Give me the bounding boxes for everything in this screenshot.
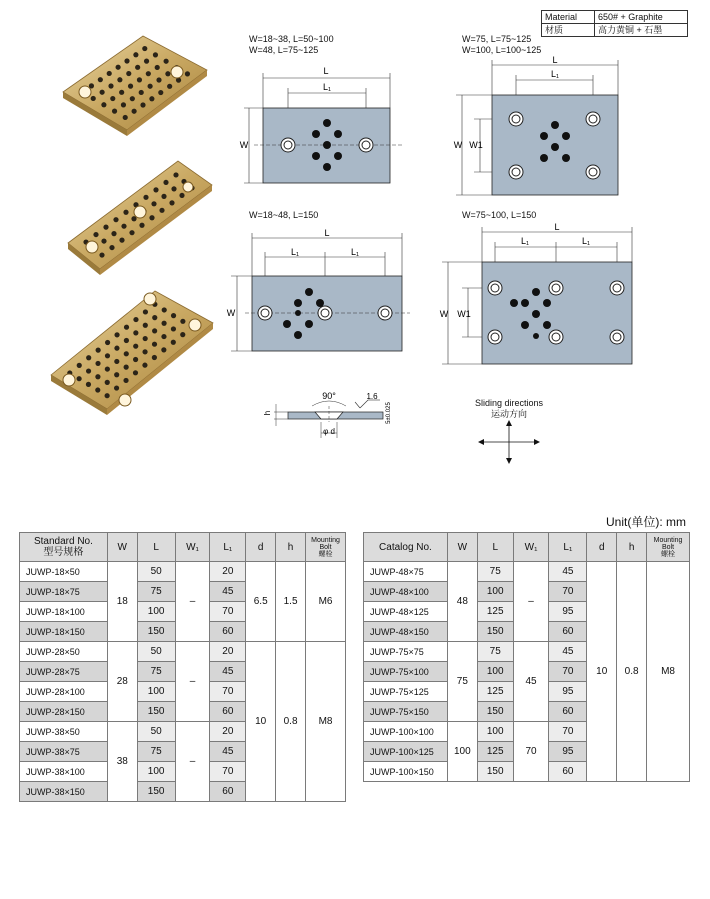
diagram4-label: W=75~100, L=150 (462, 210, 537, 220)
l-value: 75 (137, 582, 175, 602)
tolerance-label: 5±0.025 (386, 402, 392, 424)
d-value: 6.5 (246, 562, 276, 642)
l-value: 150 (477, 762, 513, 782)
sliding-zh: 运动方向 (490, 409, 527, 419)
w1-value: – (175, 562, 210, 642)
l1-value: 60 (210, 702, 246, 722)
standard-no: JUWP-38×100 (20, 762, 108, 782)
catalog-no: JUWP-100×150 (364, 762, 448, 782)
diagram3-label: W=18~48, L=150 (249, 210, 319, 220)
bolt-value: M8 (306, 642, 346, 802)
dim-w: W (239, 140, 249, 150)
standard-no: JUWP-18×75 (20, 582, 108, 602)
standard-no: JUWP-28×50 (20, 642, 108, 662)
l-value: 150 (477, 622, 513, 642)
th-w: W (107, 533, 137, 562)
l-value: 150 (137, 622, 175, 642)
th-l1: L₁ (210, 533, 246, 562)
standard-no: JUWP-18×150 (20, 622, 108, 642)
standard-no: JUWP-18×100 (20, 602, 108, 622)
material-value: 650# + Graphite (595, 11, 688, 24)
w-value: 75 (447, 642, 477, 722)
th-standard: Standard No. 型号规格 (20, 533, 108, 562)
w1-value: – (175, 722, 210, 802)
diagram1-label1: W=18~38, L=50~100 (249, 34, 334, 44)
diagram3-drawing (225, 228, 410, 358)
l1-value: 45 (210, 662, 246, 682)
h-value: 0.8 (276, 642, 306, 802)
l1-value: 70 (210, 762, 246, 782)
w-value: 18 (107, 562, 137, 642)
h-label: h (263, 410, 272, 416)
table-row (20, 562, 346, 582)
l1-value: 20 (210, 642, 246, 662)
l1-value: 60 (549, 762, 587, 782)
w1-value: – (513, 562, 549, 642)
th-w1: W₁ (175, 533, 210, 562)
d-value: 10 (246, 642, 276, 802)
material-box (541, 10, 688, 37)
product-photo-large (45, 285, 220, 420)
material-value-zh: 高力黄铜 + 石墨 (595, 24, 688, 37)
th-catalog: Catalog No. (364, 533, 448, 562)
w-value: 100 (447, 722, 477, 782)
catalog-no: JUWP-48×75 (364, 562, 448, 582)
dim3-l: L (324, 228, 330, 238)
l-value: 100 (137, 682, 175, 702)
catalog-no: JUWP-75×125 (364, 682, 448, 702)
catalog-no: JUWP-100×125 (364, 742, 448, 762)
l-value: 100 (477, 662, 513, 682)
diagram2-label2: W=100, L=100~125 (462, 45, 542, 55)
l1-value: 95 (549, 682, 587, 702)
w-value: 38 (107, 722, 137, 802)
l1-value: 70 (549, 722, 587, 742)
w-value: 48 (447, 562, 477, 642)
dim2-l1: L₁ (550, 69, 560, 79)
l-value: 150 (137, 782, 175, 802)
left-spec-table (19, 532, 346, 802)
right-spec-table (363, 532, 690, 782)
d-label: φ d (323, 427, 335, 436)
th-l: L (137, 533, 175, 562)
l1-value: 60 (549, 702, 587, 722)
l1-value: 70 (549, 662, 587, 682)
th-l1: L₁ (549, 533, 587, 562)
l-value: 100 (477, 722, 513, 742)
dim3-l1b: L₁ (350, 247, 360, 257)
dim2-w1: W1 (469, 140, 483, 150)
th-l: L (477, 533, 513, 562)
w-value: 28 (107, 642, 137, 722)
diagram1-drawing (232, 58, 407, 193)
diagram2-label1: W=75, L=75~125 (462, 34, 532, 44)
dim4-w: W (439, 309, 449, 319)
diagram1-label2: W=48, L=75~125 (249, 45, 319, 55)
dim4-l1a: L₁ (520, 236, 530, 246)
dim2-l: L (552, 55, 558, 65)
l-value: 100 (137, 602, 175, 622)
bolt-value: M8 (647, 562, 690, 782)
th-h: h (276, 533, 306, 562)
standard-no: JUWP-28×100 (20, 682, 108, 702)
l1-value: 60 (210, 782, 246, 802)
l1-value: 70 (210, 682, 246, 702)
th-h: h (617, 533, 647, 562)
diagram4-drawing (438, 222, 638, 370)
sliding-directions (464, 398, 554, 420)
table-row (20, 642, 346, 662)
angle-label: 90° (322, 391, 336, 401)
catalog-no: JUWP-75×75 (364, 642, 448, 662)
th-mounting-bolt: Mounting Bolt 螺栓 (647, 533, 690, 562)
catalog-no: JUWP-48×150 (364, 622, 448, 642)
l1-value: 70 (210, 602, 246, 622)
standard-no: JUWP-38×75 (20, 742, 108, 762)
catalog-no: JUWP-48×100 (364, 582, 448, 602)
dim4-l1b: L₁ (581, 236, 591, 246)
l-value: 50 (137, 642, 175, 662)
bolt-value: M6 (306, 562, 346, 642)
material-key: Material (542, 11, 595, 24)
l-value: 125 (477, 742, 513, 762)
product-photo-medium (60, 155, 220, 280)
right-table-header (364, 533, 690, 562)
th-d: d (587, 533, 617, 562)
sliding-en: Sliding directions (474, 398, 544, 408)
unit-label: Unit(单位): mm (606, 515, 686, 529)
l-value: 150 (477, 702, 513, 722)
l1-value: 20 (210, 722, 246, 742)
l1-value: 60 (210, 622, 246, 642)
standard-no: JUWP-38×50 (20, 722, 108, 742)
standard-no: JUWP-28×75 (20, 662, 108, 682)
roughness-label: 1.6 (366, 392, 378, 401)
l1-value: 95 (549, 742, 587, 762)
standard-no: JUWP-18×50 (20, 562, 108, 582)
dim2-w: W (453, 140, 463, 150)
dim3-w: W (226, 308, 236, 318)
catalog-no: JUWP-48×125 (364, 602, 448, 622)
th-mounting-bolt: Mounting Bolt 螺栓 (306, 533, 346, 562)
standard-no: JUWP-28×150 (20, 702, 108, 722)
dim4-w1: W1 (457, 309, 471, 319)
table-row (364, 562, 690, 582)
l1-value: 45 (549, 642, 587, 662)
d-value: 10 (587, 562, 617, 782)
l1-value: 45 (549, 562, 587, 582)
catalog-no: JUWP-100×100 (364, 722, 448, 742)
l1-value: 70 (549, 582, 587, 602)
th-w: W (447, 533, 477, 562)
l-value: 75 (477, 562, 513, 582)
l1-value: 95 (549, 602, 587, 622)
sliding-arrows-icon (476, 420, 542, 464)
l-value: 150 (137, 702, 175, 722)
w1-value: 70 (513, 722, 549, 782)
l-value: 100 (477, 582, 513, 602)
standard-no: JUWP-38×150 (20, 782, 108, 802)
l-value: 75 (137, 742, 175, 762)
product-photo-small (55, 30, 215, 140)
l-value: 75 (477, 642, 513, 662)
catalog-no: JUWP-75×100 (364, 662, 448, 682)
h-value: 0.8 (617, 562, 647, 782)
l-value: 50 (137, 722, 175, 742)
left-table-header (20, 533, 346, 562)
l-value: 125 (477, 602, 513, 622)
l1-value: 45 (210, 582, 246, 602)
diagram2-drawing (452, 55, 632, 200)
h-value: 1.5 (276, 562, 306, 642)
l-value: 125 (477, 682, 513, 702)
l-value: 100 (137, 762, 175, 782)
w1-value: 45 (513, 642, 549, 722)
catalog-no: JUWP-75×150 (364, 702, 448, 722)
dim4-l: L (554, 222, 560, 232)
l1-value: 60 (549, 622, 587, 642)
th-w1: W₁ (513, 533, 549, 562)
l1-value: 20 (210, 562, 246, 582)
dim3-l1a: L₁ (290, 247, 300, 257)
w1-value: – (175, 642, 210, 722)
l1-value: 45 (210, 742, 246, 762)
l-value: 75 (137, 662, 175, 682)
material-key-zh: 材质 (542, 24, 595, 37)
l-value: 50 (137, 562, 175, 582)
dim-l: L (323, 66, 329, 76)
dim-l1: L₁ (322, 82, 332, 92)
th-d: d (246, 533, 276, 562)
cross-section-drawing (262, 378, 412, 444)
